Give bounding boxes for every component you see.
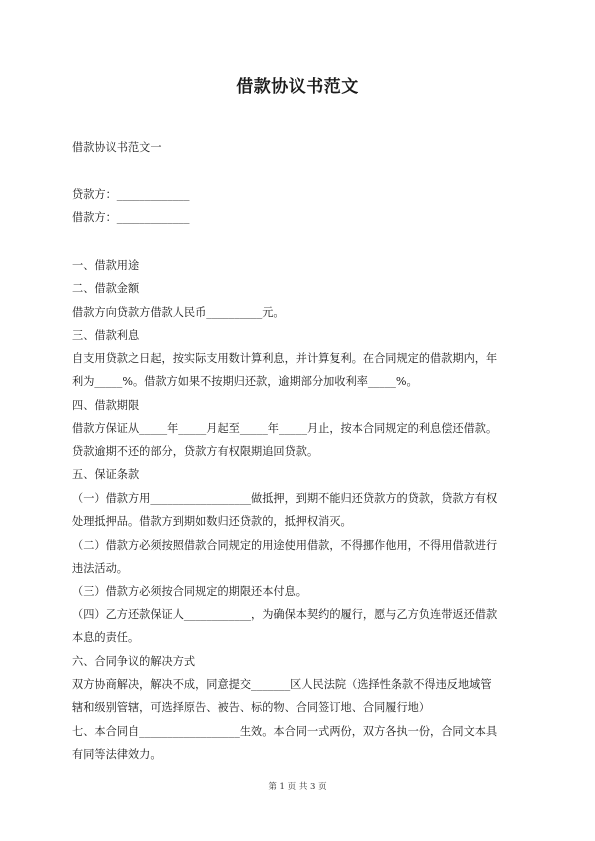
section-2-heading: 二、借款金额 (72, 282, 140, 295)
section-5-clause-4-line-2: 本息的责任。 (72, 631, 140, 644)
section-2-text: 借款方向贷款方借款人民币__________元。 (72, 306, 285, 319)
document-title: 借款协议书范文 (236, 77, 359, 97)
section-1-heading: 一、借款用途 (72, 259, 140, 272)
section-5-clause-1-line-1: （一）借款方用__________________做抵押，到期不能归还贷款方的贷款，贷款方有权 (72, 492, 498, 505)
section-4-heading: 四、借款期限 (72, 399, 140, 412)
section-7-text-line-1: 七、本合同自__________________生效。本合同一式两份，双方各执一份，合同文本具 (72, 725, 498, 738)
section-6-text-line-2: 辖和级别管辖，可选择原告、被告、标的物、合同签订地、合同履行地） (72, 701, 431, 714)
section-7-text-line-2: 有同等法律效力。 (72, 748, 162, 761)
section-5-clause-3: （三）借款方必须按合同规定的期限还本付息。 (72, 585, 307, 598)
section-3-text-line-1: 自支用贷款之日起，按实际支用数计算利息，并计算复利。在合同规定的借款期内，年 (72, 352, 498, 365)
section-6-text-line-1: 双方协商解决，解决不成，同意提交_______区人民法院（选择性条款不得违反地域管 (72, 678, 492, 691)
section-5-clause-1-line-2: 处理抵押品。借款方到期如数归还贷款的，抵押权消灭。 (72, 515, 352, 528)
section-5-clause-4-line-1: （四）乙方还款保证人____________，为确保本契约的履行，愿与乙方负连带返还借款 (72, 608, 498, 621)
section-5-clause-2-line-2: 违法活动。 (72, 562, 128, 575)
document-subtitle: 借款协议书范文一 (72, 141, 162, 154)
section-4-text-line-2: 贷款逾期不还的部分，贷款方有权限期追回贷款。 (72, 445, 319, 458)
section-6-heading: 六、合同争议的解决方式 (72, 655, 196, 668)
section-3-heading: 三、借款利息 (72, 329, 140, 342)
section-5-clause-2-line-1: （二）借款方必须按照借款合同规定的用途使用借款，不得挪作他用，不得用借款进行 (72, 539, 498, 552)
lender-field: 贷款方：_____________ (72, 188, 190, 201)
section-5-heading: 五、保证条款 (72, 468, 140, 481)
section-3-text-line-2: 利为_____%。借款方如果不按期归还款，逾期部分加收利率_____%。 (72, 375, 418, 388)
borrower-field: 借款方：_____________ (72, 211, 190, 224)
page-number: 第 1 页 共 3 页 (268, 782, 327, 792)
section-4-text-line-1: 借款方保证从_____年_____月起至_____年_____月止，按本合同规定的利息偿还借款。 (72, 422, 498, 435)
